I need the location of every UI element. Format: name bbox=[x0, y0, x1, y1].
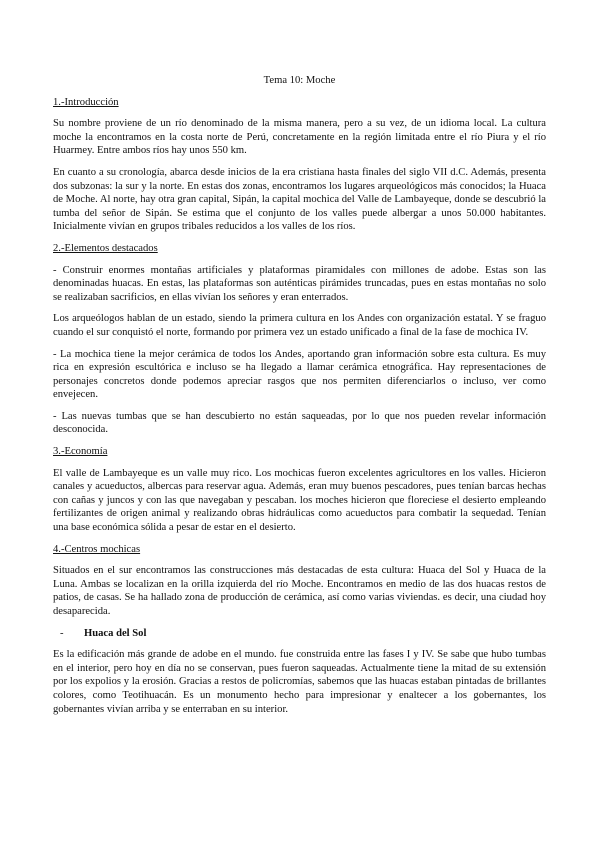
paragraph: En cuanto a su cronología, abarca desde inicios de la era cristiana hasta finales del siglo VII d.C. Además, presenta dos subzonas: la sur y la norte. En estas dos zonas, encontramos los lugares arqueológicos más conocidos; la Huaca de Moche. Al norte, hay otra gran capital, Sipán, la capital mochica del Valle de Lambayeque, donde se descubrió la tumba del señor de Sipán. Se estima que el conjunto de los valles puede albergar a unos 50.000 habitantes. Inicialmente vivían en grupos tribales reducidos a los valles de los ríos. bbox=[53, 166, 546, 233]
paragraph: El valle de Lambayeque es un valle muy rico. Los mochicas fueron excelentes agricultores en los valles. Hicieron canales y acueductos, albercas para reservar agua. Además, eran muy buenos pescadores, pues tenían barcas hechas con cañas y juncos y con las que navegaban y pescaban. los moches hicieron que floreciese el desierto empleando fertilizantes de origen animal y realizando obras hidráulicas como acueductos para combatir la sequedad. Tenían una base económica sólida a pesar de estar en el desierto. bbox=[53, 467, 546, 534]
paragraph: - Las nuevas tumbas que se han descubierto no están saqueadas, por lo que nos pueden revelar información desconocida. bbox=[53, 410, 546, 436]
paragraph: Situados en el sur encontramos las construcciones más destacadas de esta cultura: Huaca del Sol y Huaca de la Luna. Ambas se localizan en la orilla izquierda del río Moche. Encontramos en medio de las dos huacas restos de patios, de casas. Se ha hallado zona de producción de cerámica, así como varias viviendas. es decir, una ciudad hoy desaparecida. bbox=[53, 565, 546, 617]
paragraph: Los arqueólogos hablan de un estado, siendo la primera cultura en los Andes con organización estatal. Y se fraguo cuando el sur conquistó el norte, formando por primera vez un estado unificado a final de la fase de mochica IV. bbox=[53, 313, 546, 338]
section-heading-centros: 4.-Centros mochicas bbox=[53, 543, 141, 555]
bullet-dash: - bbox=[60, 627, 64, 639]
paragraph: Es la edificación más grande de adobe en el mundo. fue construida entre las fases I y IV. Se sabe que hubo tumbas en el interior, pero hoy en día no se conservan, pues fueron saqueadas. Actualmente tiene la mitad de su extensión por los expolios y la erosión. Gracias a restos de policromías, sabemos que las huacas estaban pintadas de brillantes colores, como Teotihuacán. Es un monumento hecho para impresionar y enaltecer a los gobernantes, los gobernantes vivían arriba y se enterraban en su interior. bbox=[53, 649, 546, 715]
subsection-heading bbox=[53, 627, 546, 641]
paragraph: - La mochica tiene la mejor cerámica de todos los Andes, aportando gran información sobre esta cultura. Es muy rica en expresión escultórica e incluso se ha llegado a llamar cerámica etnográfica. Hay representaciones de personajes concretos donde podemos apreciar rasgos que nos permiten diferenciarlos o incluso, ver como envejecen. bbox=[53, 348, 546, 401]
paragraph: - Construir enormes montañas artificiales y plataformas piramidales con millones de adobe. Estas son las denominadas huacas. En estas, las plataformas son auténticas pirámides truncadas, pues en estas montañas no solo se realizaban sacrificios, en ellas vivían los señores y eran enterrados. bbox=[53, 264, 546, 303]
document-title: Tema 10: Moche bbox=[263, 75, 336, 86]
section-heading-economia: 3.-Economía bbox=[53, 446, 108, 458]
section-heading-introduccion: 1.-Introducción bbox=[53, 96, 119, 108]
document-page bbox=[53, 74, 546, 724]
subsection-title: Huaca del Sol bbox=[84, 627, 147, 639]
section-heading-elementos: 2.-Elementos destacados bbox=[53, 242, 158, 254]
paragraph: Su nombre proviene de un río denominado de la misma manera, pero a su vez, de un idioma local. La cultura moche la encontramos en la costa norte de Perú, concretamente en la región limitada entre el río Piura y el río Huarmey. Entre ambos ríos hay unos 550 km. bbox=[53, 118, 546, 157]
